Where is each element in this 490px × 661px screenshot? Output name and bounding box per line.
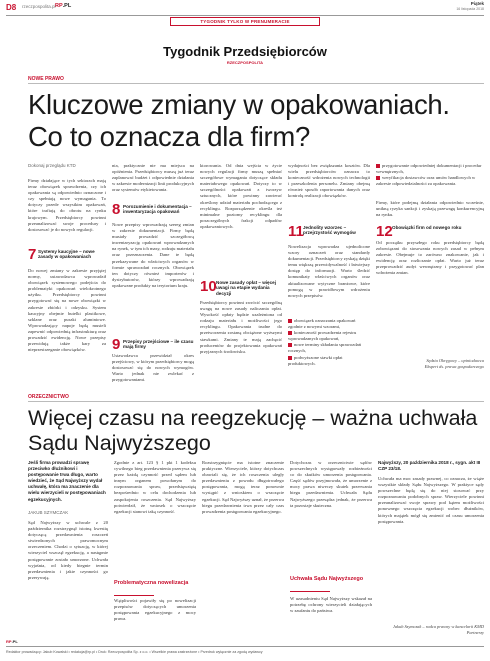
point-number: 9 [112, 336, 121, 353]
author-signature: Sędzia Okręgowy – opiniodawca Ekspert ds. prawa gospodarczego [424, 358, 484, 369]
point-title: Systemy kaucyjne – nowe zasady w opakowaniach [38, 249, 95, 260]
footer-text: Redaktor prowadzący: Jakub Kowalski • redakcja@rp.pl • Druk: Rzeczpospolita Sp. z o.o. • Wszelkie prawa zastrzeżone • Przedruk wyłącznie za zgodą wydawcy [6, 650, 263, 654]
supplement-title: Tygodnik Przedsiębiorców [163, 44, 327, 59]
section-divider [28, 83, 484, 84]
section-label: NOWE PRAWO [28, 76, 64, 82]
list-item: obowiązek oznaczania opakowań zgodnie z nowymi wzorami, [288, 318, 356, 330]
article-text: wydajności bez zwiększania kosztów. Dla wielu przedsiębiorców oznacza to konieczność wdrożenia nowych technologii i przeszkolenia personelu. Zmiany obejmą również sposób raportowania danych oraz kontrolę realizacji obowiązków. [288, 163, 370, 199]
point-title: Porozumienie i dokumentacja – inwentaryzacja opakowań [123, 204, 192, 215]
point-number: 12 [376, 223, 393, 240]
point-number: 11 [288, 223, 304, 240]
list-item: nowe terminy składania sprawozdań rocznych, [288, 342, 361, 354]
list-item: przygotowanie odpowiedniej dokumentacji i procedur wewnętrznych, [376, 163, 482, 175]
article-subheading: Problematyczna nowelizacja [114, 580, 189, 586]
supplement-sublabel: RZECZPOSPOLITA [226, 60, 264, 65]
article-text: Przedsiębiorcy powinni zwrócić szczególną uwagę na nowe zasady naliczania opłat. Wysokość opłaty będzie uzależniona od rodzaju materiału i możliwości jego recyklingu. Opakowania trudne do przetworzenia zostaną obciążone wyższymi stawkami. Zmiany te mają zachęcić producentów do projektowania opakowań przyjaznych środowisku. [200, 300, 282, 354]
subscription-banner: TYGODNIK TYLKO W PRENUMERACIE [170, 17, 320, 26]
article-text: nia, praktycznie nie ma miejsca na opóźnienia. Przedsiębiorcy muszą już teraz zaplanować budżet i odpowiednie działania w zakresie modernizacji linii produkcyjnych oraz systemów etykietowania. [112, 163, 194, 193]
section-divider [28, 401, 484, 402]
bullet-list [288, 318, 370, 386]
article-text: ktorowania. Od dnia wejścia w życie nowych regulacji firmy muszą spełniać szczegółowe wymagania dotyczące składu materiałowego opakowań. Dotyczy to w szczególności opakowań z tworzyw sztucznych, które powinny zawierać określony udział materiału pochodzącego z recyklingu. Rozporządzenie określa też minimalne poziomy recyklingu dla poszczególnych frakcji odpadów opakowaniowych. [200, 163, 282, 229]
header-divider [6, 15, 484, 16]
article-text: Do nowej zmiany w zakresie przyjętej normy, ustawodawca wprowadził obowiązek systemowego podejścia do problematyki opakowań wielokrotnego użytku. Przedsiębiorcy powinni przygotować się na nowe obowiązki w zakresie zbiórki i odzysku. System kaucyjny obejmie butelki plastikowe, szklane oraz puszki aluminiowe. Wprowadzający napoje będą musieli zapewnić odpowiednią infrastrukturę oraz prowadzić ewidencję. Nowe przepisy przewidują także kary za nieprzestrzeganie obowiązków. [28, 268, 106, 353]
subheading-underline [290, 591, 330, 592]
subheading-underline [114, 595, 154, 596]
article-text: Nowelizacja wprowadza ujednolicone wzory oznaczeń oraz standardy dokumentacji. Przedsiębiorcy zyskają dzięki temu większą przewidywalność i łatwiejszy dostęp do informacji. Warto śledzić komunikaty właściwych organów oraz aktualizowane wytyczne branżowe, które pomogą w prawidłowym wdrożeniu nowych przepisów. [288, 244, 370, 298]
footer-logo[interactable]: RP.PL [6, 639, 18, 644]
point-number: 10 [200, 278, 217, 295]
article-text: Sąd Najwyższy w uchwale z 20 października rozstrzygnął istotną kwestię dotyczącą przedawnienia roszczeń stwierdzonych prawomocnym orzeczeniem. Chodzi o sytuację, w której wierzyciel wszczął egzekucję, a następnie postępowanie zostało umorzone. Uchwała wyjaśnia, od kiedy biegnie termin przedawnienia i jakie czynności go przerywają. [28, 520, 108, 580]
point-number: 8 [112, 201, 121, 218]
article-subheading: Uchwała Sądu Najwyższego [290, 576, 364, 582]
article-text: Nowe przepisy wprowadzają szereg zmian w zakresie dokumentacji. Firmy będą musiały prowadzić szczegółową inwentaryzację opakowań wprowadzanych na rynek, w tym ich masy, rodzaju materiału oraz przeznaczenia. Dane te będą przekazywane do właściwych organów w formie sprawozdań rocznych. Obowiązek ten dotyczy również importerów i dystrybutorów, którzy wprowadzają opakowane produkty na terytorium kraju. [112, 222, 194, 288]
list-item: weryfikacja dostawców oraz umów handlowych w zakresie odpowiedzialności za opakowania. [376, 175, 476, 187]
section-label: ORZECZNICTWO [28, 394, 69, 400]
article-byline: Dokonaj przeglądu KTD [28, 163, 76, 168]
article-text: Wątpliwości pojawiły się po nowelizacji przepisów dotyczących umorzenia postępowania egzekucyjnego z mocy prawa. [114, 598, 196, 622]
article-text: Dotychczas w orzecznictwie sądów powszechnych występowały rozbieżności co do skutków umorzenia postępowania. Część sądów przyjmowała, że umorzenie z mocy prawa niweczy skutek przerwania biegu przedawnienia. Uchwała Sądu Najwyższego przesądza jednak, że przerwa ta pozostaje skuteczna. [290, 460, 372, 508]
article-lead: Najwyższy, 20 października 2018 r., sygn. akt III CZP 23/18. [378, 460, 481, 472]
header-logo[interactable]: RP.PL [55, 3, 72, 9]
article-text: W uzasadnieniu Sąd Najwyższy wskazał na potrzebę ochrony wierzycieli działających w zaufaniu do państwa. [290, 596, 372, 614]
article-title: Kluczowe zmiany w opakowaniach. Co to oznacza dla firm? [28, 89, 450, 152]
page-number: D8 [6, 3, 17, 12]
article-text: Firmy, które podejmą działania odpowiednio wcześnie, unikną ryzyka sankcji i zyskają przewagę konkurencyjną na rynku. [376, 200, 484, 218]
article-text: Od początku przyszłego roku przedsiębiorcy będą zobowiązani do stosowania nowych zasad w pełnym zakresie. Obejmuje to zarówno znakowanie, jak i ewidencję oraz rozliczanie opłat. Warto już teraz przeprowadzić audyt wewnętrzny i przygotować plan wdrożenia zmian. [376, 240, 484, 276]
article-text: Firmy działające w tych sektorach mają teraz obowiązek sprawdzenia, czy ich opakowania są odpowiednio oznaczone i czy spełniają nowe wymagania. To dotyczy przede wszystkim opakowań, które trafiają do obrotu na rynku krajowym. Przedsiębiorcy powinni przeanalizować swoje procedury i dostosować je do nowych regulacji. [28, 178, 106, 232]
page-header [0, 0, 490, 14]
article-text: Ustawodawca przewidział okres przejściowy, w którym przedsiębiorcy mogą dostosować się do nowych wymogów. Warto jednak nie zwlekać z przygotowaniami. [112, 353, 194, 383]
article-byline: JAKUB SZYMCZAK [28, 510, 69, 515]
article-text: Rozstrzygnięcie ma istotne znaczenie praktyczne. Wierzyciele, którzy dotychczas obawiali się, że ich roszczenia uległy przedawnieniu z powodu długotrwałego postępowania, mogą teraz ponownie wystąpić z wnioskiem o wszczęcie egzekucji. Sąd Najwyższy uznał, że przerwa biegu przedawnienia trwa przez cały czas prowadzenia postępowania egzekucyjnego. [202, 460, 284, 514]
point-title: Jednolity wzorzec – przejrzystość wymogów [303, 225, 356, 236]
article-text: Zgodnie z art. 123 § 1 pkt 1 kodeksu cywilnego bieg przedawnienia przerywa się przez każdą czynność przed sądem lub innym organem powołanym do rozpoznawania spraw, przedsięwziętą bezpośrednio w celu dochodzenia lub zaspokojenia roszczenia. Sąd Najwyższy potwierdził, że wniosek o wszczęcie egzekucji stanowi taką czynność. [114, 460, 196, 514]
point-number: 7 [28, 246, 37, 263]
issue-date: Piątek 16 listopada 2018 [456, 1, 484, 11]
article-text: Uchwała ma moc zasady prawnej, co oznacza, że wiąże wszystkie składy Sądu Najwyższego. W praktyce sądy powszechne będą się do niej stosować przy rozpoznawaniu podobnych spraw. Wierzyciele powinni przeanalizować swoje sprawy pod kątem możliwości ponownego wszczęcia egzekucji wobec dłużników, których majątek mógł się zmienić od czasu umorzenia postępowania. [378, 476, 484, 524]
article-lead: Jeśli firma prowadzi sprawę przeciwko dłużnikowi i postępowanie trwa długo, warto wiedzieć, że Sąd Najwyższy wydał uchwałę, która ma znaczenie dla wielu wierzycieli w postępowaniach egzekucyjnych. [28, 460, 106, 502]
bullet-list [376, 163, 484, 199]
article-title: Więcej czasu na reegzekucję – ważna uchwała Sądu Najwyższego [28, 406, 478, 455]
author-signature: Jakub Szymczak – radca prawny w kancelarii KMD Partnerzy [392, 624, 484, 635]
point-title: Obowiązki firm od nowego roku [392, 225, 462, 230]
list-item: konieczność prowadzenia rejestru wprowadzanych opakowań, [288, 330, 357, 342]
footer-divider [6, 646, 484, 647]
point-title: Przepisy przejściowe – ile czasu mają firmy [123, 339, 194, 350]
page-section: rzeczpospolita.pl [22, 4, 56, 9]
list-item: podwyższone stawki opłat produktowych. [288, 354, 343, 366]
point-title: Nowe zasady opłat – więcej uwagi na etapie wydania decyzji [216, 280, 276, 296]
